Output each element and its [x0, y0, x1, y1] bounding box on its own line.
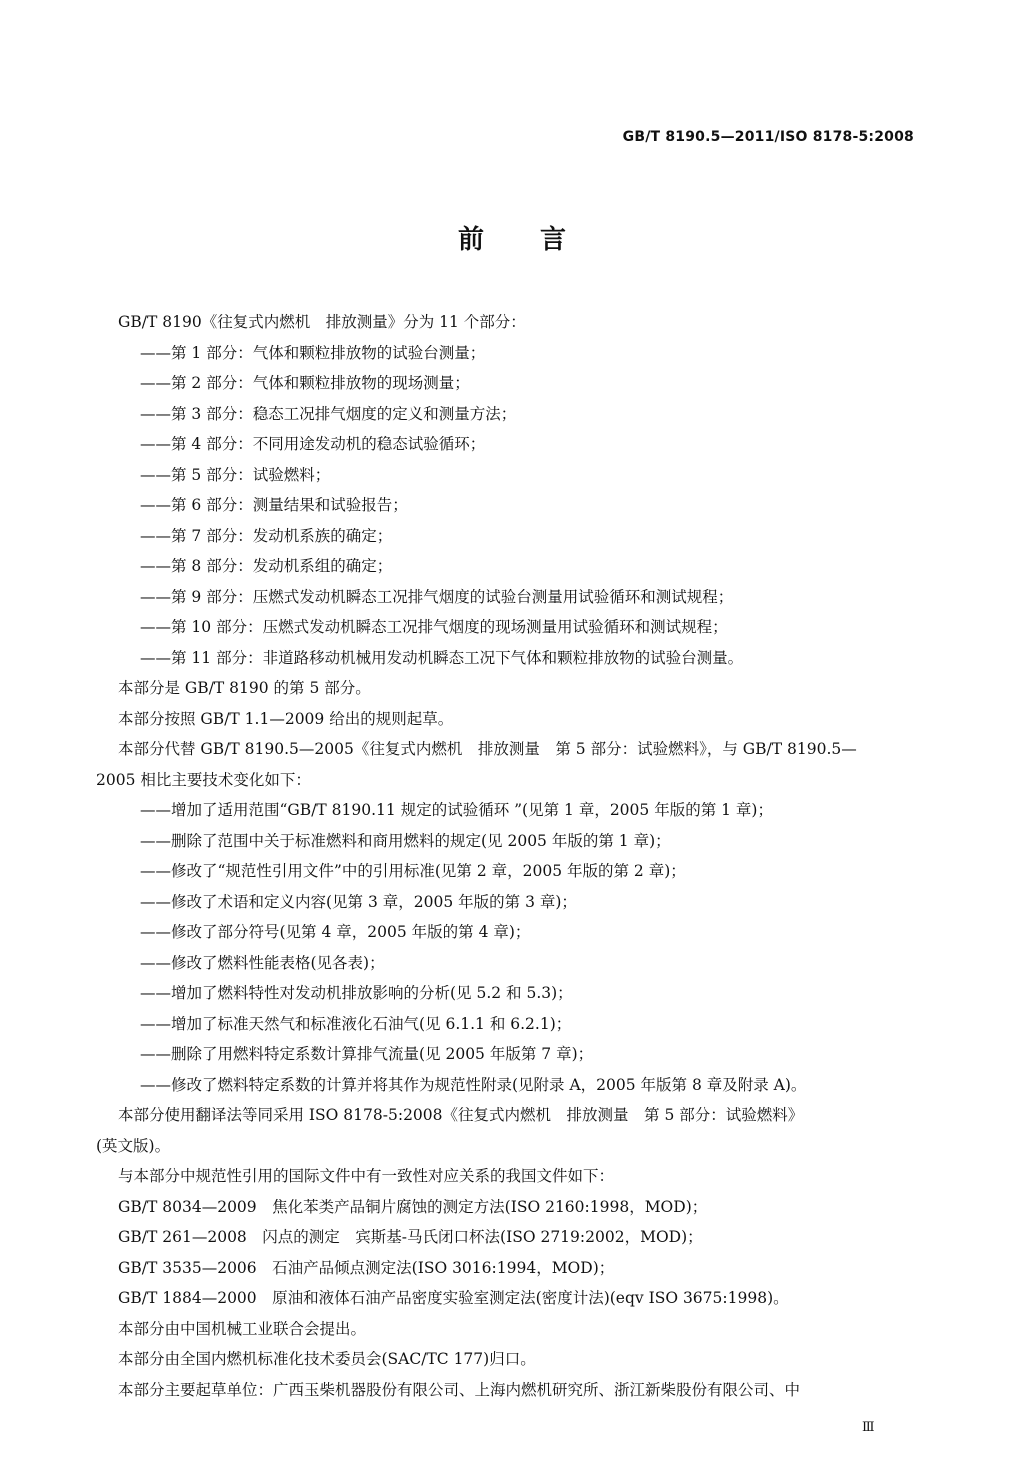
text-line: GB/T 8034—2009 焦化苯类产品铜片腐蚀的测定方法(ISO 2160:1998，MOD)；: [118, 1197, 708, 1216]
page-number: Ⅲ: [862, 1420, 875, 1435]
page-title: 前言: [457, 225, 622, 255]
text-line: ——第 4 部分：不同用途发动机的稳态试验循环；: [140, 435, 486, 453]
text-line: GB/T 3535—2006 石油产品倾点测定法(ISO 3016:1994，MOD)；: [118, 1258, 615, 1277]
text-line: ——第 5 部分：试验燃料；: [140, 465, 331, 484]
text-line: ——删除了范围中关于标准燃料和商用燃料的规定(见 2005 年版的第 1 章)；: [140, 831, 671, 850]
text-line: ——增加了适用范围“GB/T 8190.11 规定的试验循环 ”(见第 1 章，2005 年版的第 1 章)；: [140, 801, 773, 819]
text-line: ——第 11 部分：非道路移动机械用发动机瞬态工况下气体和颗粒排放物的试验台测量。: [140, 648, 744, 667]
text-line: 本部分是 GB/T 8190 的第 5 部分。: [118, 679, 371, 697]
text-line: GB/T 1884—2000 原油和液体石油产品密度实验室测定法(密度计法)(eqv ISO 3675:1998)。: [118, 1289, 789, 1307]
text-line: ——第 7 部分：发动机系族的确定；: [140, 526, 393, 545]
text-line: ——第 10 部分：压燃式发动机瞬态工况排气烟度的现场测量用试验循环和测试规程；: [140, 618, 728, 636]
text-line: ——删除了用燃料特定系数计算排气流量(见 2005 年版第 7 章)；: [140, 1045, 594, 1063]
text-line: 本部分按照 GB/T 1.1—2009 给出的规则起草。: [118, 709, 454, 728]
text-line: GB/T 8190《往复式内燃机 排放测量》分为 11 个部分：: [118, 313, 526, 331]
text-line: ——第 6 部分：测量结果和试验报告；: [140, 496, 408, 514]
text-line: ——第 3 部分：稳态工况排气烟度的定义和测量方法；: [140, 404, 517, 423]
text-line: (英文版)。: [96, 1136, 171, 1155]
text-line: ——增加了燃料特性对发动机排放影响的分析(见 5.2 和 5.3)；: [140, 984, 573, 1002]
text-line: ——增加了标准天然气和标准液化石油气(见 6.1.1 和 6.2.1)；: [140, 1014, 572, 1033]
text-line: ——修改了术语和定义内容(见第 3 章，2005 年版的第 3 章)；: [140, 892, 577, 911]
text-line: ——修改了部分符号(见第 4 章，2005 年版的第 4 章)；: [140, 923, 531, 941]
text-line: 2005 相比主要技术变化如下：: [96, 770, 311, 789]
text-line: ——第 8 部分：发动机系组的确定；: [140, 557, 393, 575]
text-line: ——修改了燃料特定系数的计算并将其作为规范性附录(见附录 A，2005 年版第 8 章及附录 A)。: [140, 1075, 807, 1094]
text-line: ——修改了燃料性能表格(见各表)；: [140, 953, 385, 972]
text-line: 本部分使用翻译法等同采用 ISO 8178-5:2008《往复式内燃机 排放测量 第 5 部分：试验燃料》: [118, 1106, 804, 1124]
foreword-body: [96, 307, 918, 1405]
text-line: 本部分代替 GB/T 8190.5—2005《往复式内燃机 排放测量 第 5 部分：试验燃料》，与 GB/T 8190.5—: [118, 740, 857, 758]
text-line: ——修改了“规范性引用文件”中的引用标准(见第 2 章，2005 年版的第 2 章)；: [140, 862, 686, 880]
text-line: ——第 2 部分：气体和颗粒排放物的现场测量；: [140, 374, 470, 392]
text-line: 本部分由全国内燃机标准化技术委员会(SAC/TC 177)归口。: [118, 1350, 536, 1368]
text-line: ——第 1 部分：气体和颗粒排放物的试验台测量；: [140, 343, 486, 362]
text-line: 本部分主要起草单位：广西玉柴机器股份有限公司、上海内燃机研究所、浙江新柴股份有限公司、中: [118, 1380, 801, 1399]
text-line: GB/T 261—2008 闪点的测定 宾斯基-马氏闭口杯法(ISO 2719:2002，MOD)；: [118, 1228, 703, 1246]
text-line: 本部分由中国机械工业联合会提出。: [118, 1319, 367, 1338]
text-line: ——第 9 部分：压燃式发动机瞬态工况排气烟度的试验台测量用试验循环和测试规程；: [140, 587, 734, 606]
standard-header: GB/T 8190.5—2011/ISO 8178-5:2008: [622, 129, 914, 145]
text-line: 与本部分中规范性引用的国际文件中有一致性对应关系的我国文件如下：: [118, 1167, 615, 1185]
